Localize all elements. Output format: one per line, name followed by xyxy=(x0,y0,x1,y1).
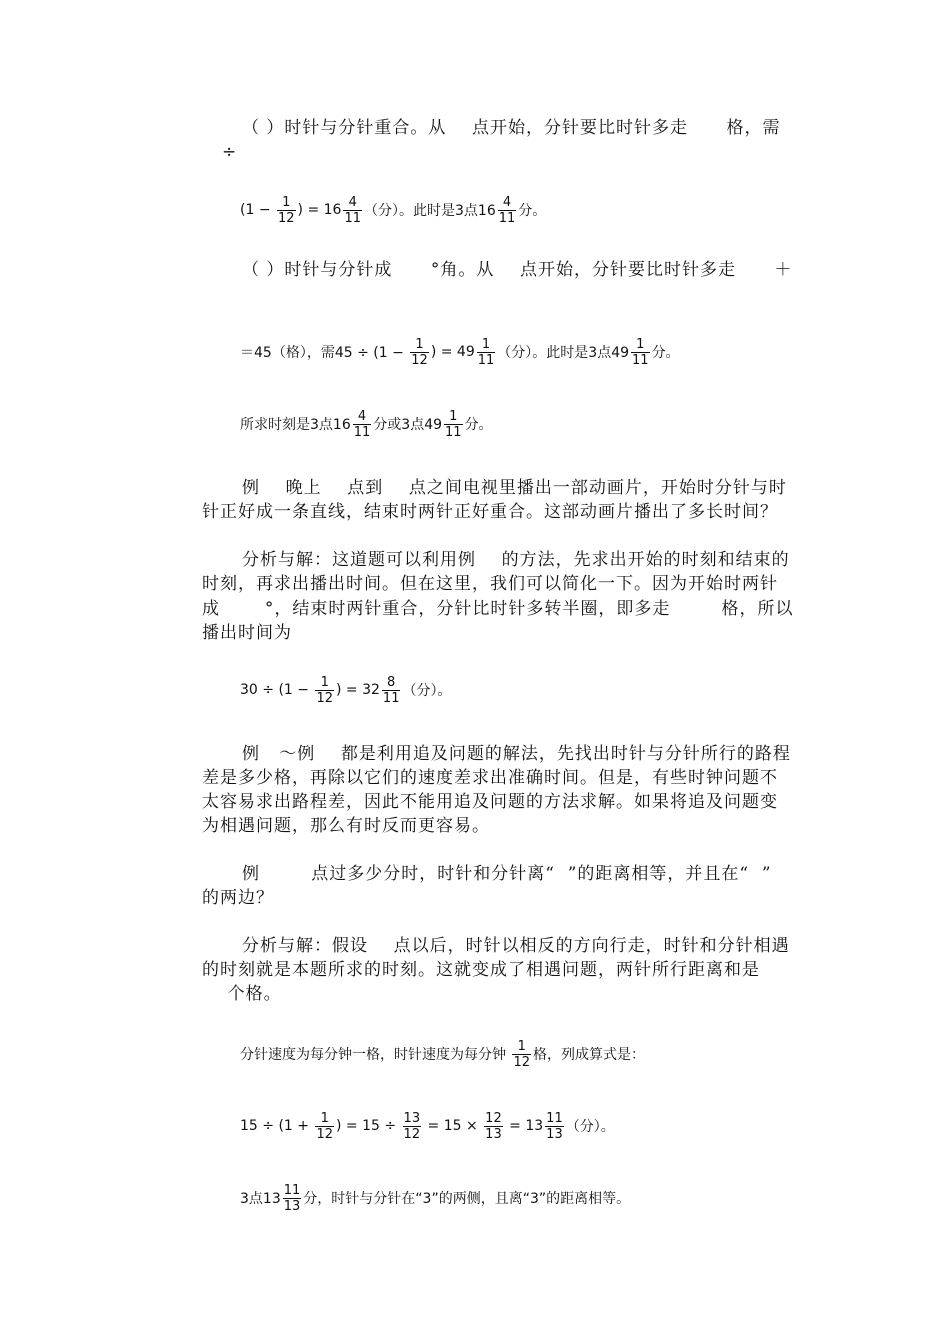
formula-text: （分）。此时是3点49 xyxy=(497,345,630,361)
fraction: $\frac{1}{12}$ xyxy=(316,674,333,706)
paragraph-line: 差是多少格，再除以它们的速度差求出准确时间。但是，有些时钟问题不 xyxy=(202,768,778,788)
formula-text: = 15 × xyxy=(423,1118,483,1134)
fraction: $\frac{1}{12}$ xyxy=(278,194,295,226)
paragraph-line: 成 °，结束时两针重合，分针比时针多转半圈，即多走 格，所以 xyxy=(202,599,794,619)
formula-text: 分或3点49 xyxy=(373,417,443,433)
fraction: $\frac{1}{12}$ xyxy=(411,336,428,368)
fraction: $\frac{8}{11}$ xyxy=(382,674,400,706)
paragraph-line: 针正好成一条直线，结束时两针正好重合。这部动画片播出了多长时间？ xyxy=(202,502,778,522)
text-line: （ ）时针与分针重合。从 点开始，分针要比时针多走 格，需 xyxy=(242,118,781,138)
formula-line-2 xyxy=(240,328,680,376)
formula-text: 30 ÷ (1 − xyxy=(240,682,314,698)
fraction: $\frac{1}{11}$ xyxy=(445,408,462,440)
paragraph-line: 例 晚上 点到 点之间电视里播出一部动画片，开始时分针与时 xyxy=(242,478,787,498)
paragraph-line: 个格。 xyxy=(202,984,282,1004)
paragraph-line: 的时刻就是本题所求的时刻。这就变成了相遇问题，两针所行距离和是 xyxy=(202,960,760,980)
formula-line-3 xyxy=(240,400,493,448)
formula-text: (1 − xyxy=(240,202,275,218)
fraction: $\frac{4}{11}$ xyxy=(353,408,371,440)
fraction: $\frac{4}{11}$ xyxy=(498,194,516,226)
fraction: $\frac{13}{12}$ xyxy=(403,1110,421,1142)
formula-line-7 xyxy=(240,1174,630,1222)
formula-text: ) = 15 ÷ xyxy=(336,1118,401,1134)
formula-text: = 13 xyxy=(504,1118,544,1134)
fraction: $\frac{1}{11}$ xyxy=(477,336,495,368)
fraction: $\frac{4}{11}$ xyxy=(344,194,362,226)
formula-text: 分。 xyxy=(518,203,547,219)
fraction: $\frac{1}{12}$ xyxy=(513,1038,530,1070)
formula-text: ) = 16 xyxy=(297,202,342,218)
formula-text: （分）。 xyxy=(565,1119,615,1135)
fraction: $\frac{11}{13}$ xyxy=(546,1110,563,1142)
text-line: （ ）时针与分针成 °角。从 点开始，分针要比时针多走 ＋ xyxy=(242,260,793,280)
formula-line-6 xyxy=(240,1102,615,1150)
formula-text: （分）。 xyxy=(402,683,452,699)
formula-text: （分）。此时是3点16 xyxy=(364,203,496,219)
formula-text: 格，列成算式是： xyxy=(533,1047,645,1063)
formula-text: ＝45（格），需45 ÷ (1 − xyxy=(240,345,409,361)
formula-text: 分针速度为每分钟一格，时针速度为每分钟 xyxy=(240,1047,511,1063)
paragraph-line: 例 点过多少分时，时针和分针离“ ”的距离相等，并且在“ ” xyxy=(242,864,772,884)
paragraph-line: 太容易求出路程差，因此不能用追及问题的方法求解。如果将追及问题变 xyxy=(202,792,778,812)
formula-text: 15 ÷ (1 + xyxy=(240,1118,314,1134)
formula-text: 分，时针与分针在“3”的两侧，且离“3”的距离相等。 xyxy=(303,1191,631,1207)
formula-line-4 xyxy=(240,666,451,714)
formula-text: ) = 32 xyxy=(336,682,380,698)
paragraph-line: 播出时间为 xyxy=(202,623,292,643)
paragraph-line: 的两边？ xyxy=(202,888,274,908)
fraction: $\frac{12}{13}$ xyxy=(485,1110,502,1142)
formula-line-5 xyxy=(240,1030,645,1078)
formula-text: ) = 49 xyxy=(430,344,475,360)
formula-text: 所求时刻是3点16 xyxy=(240,417,351,433)
paragraph-line: 分析与解：这道题可以利用例 的方法，先求出开始的时刻和结束的 xyxy=(242,550,790,570)
formula-line-1 xyxy=(240,186,546,234)
formula-text: 3点13 xyxy=(240,1191,281,1207)
paragraph-line: 时刻，再求出播出时间。但在这里，我们可以简化一下。因为开始时两针 xyxy=(202,574,778,594)
paragraph-line: 分析与解：假设 点以后，时针以相反的方向行走，时针和分针相遇 xyxy=(242,936,790,956)
formula-text: 分。 xyxy=(651,345,680,361)
paragraph-line: 例 ～例 都是利用追及问题的解法，先找出时针与分针所行的路程 xyxy=(242,744,791,764)
division-symbol: ÷ xyxy=(222,142,238,162)
paragraph-line: 为相遇问题，那么有时反而更容易。 xyxy=(202,816,490,836)
fraction: $\frac{11}{13}$ xyxy=(283,1182,301,1214)
fraction: $\frac{1}{12}$ xyxy=(316,1110,333,1142)
fraction: $\frac{1}{11}$ xyxy=(632,336,649,368)
formula-text: 分。 xyxy=(464,417,493,433)
